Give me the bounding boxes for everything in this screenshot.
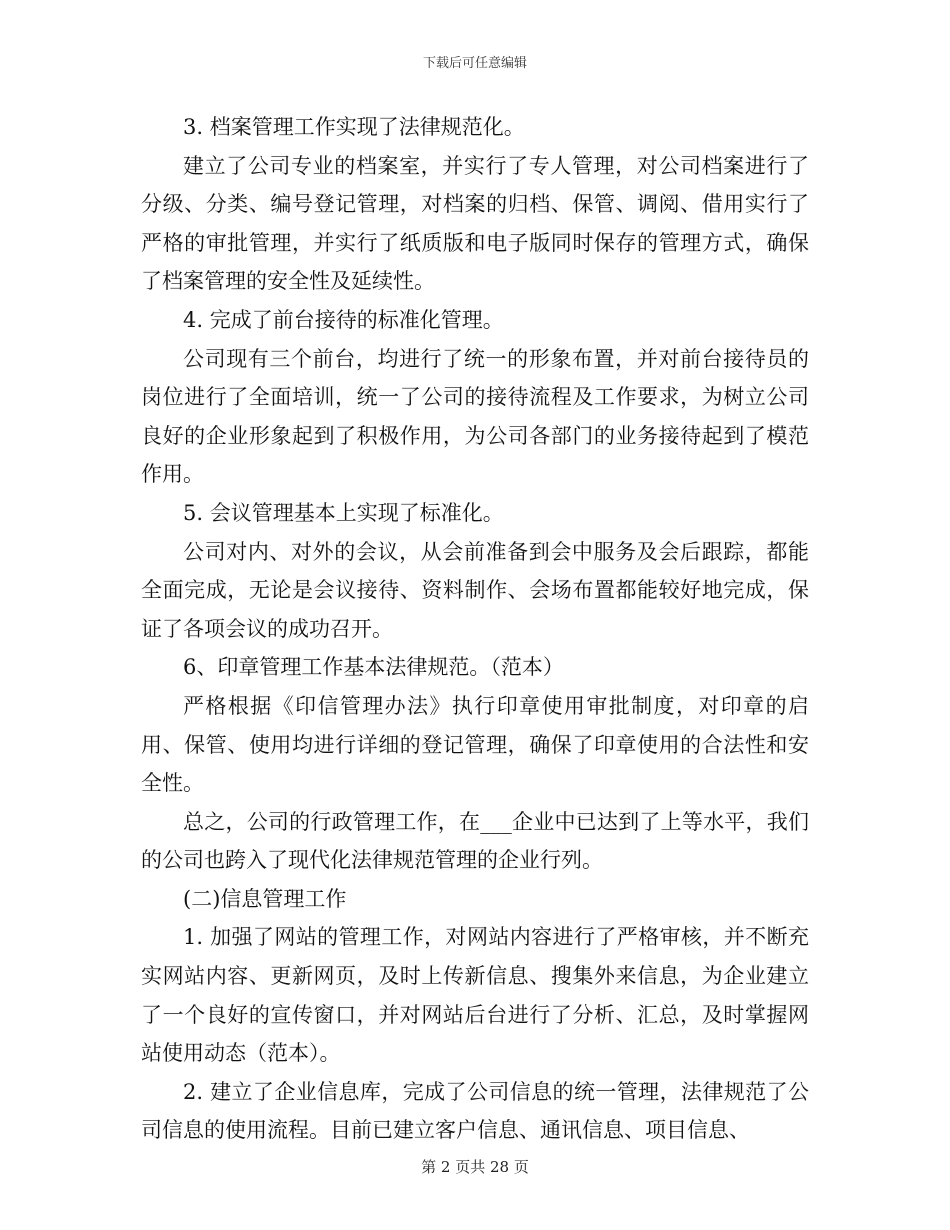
paragraph-information-database: 2. 建立了企业信息库，完成了公司信息的统一管理，法律规范了公司信息的使用流程。目前已建立客户信息、通讯信息、项目信息、	[141, 1079, 809, 1143]
heading-archive-management: 3. 档案管理工作实现了法律规范化。	[183, 115, 525, 139]
paragraph-summary: 总之，公司的行政管理工作，在___企业中已达到了上等水平，我们的公司也跨入了现代化法律规范管理的企业行列。	[141, 809, 809, 873]
heading-reception-management: 4. 完成了前台接待的标准化管理。	[183, 307, 504, 332]
page-number-footer: 第 2 页共 28 页	[421, 1158, 529, 1176]
document-body	[141, 108, 809, 1150]
paragraph-archive-management: 建立了公司专业的档案室，并实行了专人管理，对公司档案进行了分级、分类、编号登记管理，对档案的归档、保管、调阅、借用实行了严格的审批管理，并实行了纸质版和电子版同时保存的管理方式，确保了档案管理的安全性及延续性。	[141, 153, 809, 294]
heading-information-management: (二)信息管理工作	[183, 886, 347, 911]
paragraph-reception-management: 公司现有三个前台，均进行了统一的形象布置，并对前台接待员的岗位进行了全面培训，统一了公司的接待流程及工作要求，为树立公司良好的企业形象起到了积极作用，为公司各部门的业务接待起到了模范作用。	[141, 346, 809, 487]
heading-meeting-management: 5. 会议管理基本上实现了标准化。	[183, 500, 504, 525]
paragraph-website-management: 1. 加强了网站的管理工作，对网站内容进行了严格审核，并不断充实网站内容、更新网页，及时上传新信息、搜集外来信息，为企业建立了一个良好的宣传窗口，并对网站后台进行了分析、汇总，及时掌握网站使用动态（范本）。	[141, 925, 809, 1066]
paragraph-seal-management: 严格根据《印信管理办法》执行印章使用审批制度，对印章的启用、保管、使用均进行详细的登记管理，确保了印章使用的合法性和安全性。	[141, 693, 809, 796]
heading-seal-management: 6、印章管理工作基本法律规范。（范本）	[183, 655, 564, 680]
page-header-note: 下载后可任意编辑	[422, 56, 527, 71]
paragraph-meeting-management: 公司对内、对外的会议，从会前准备到会中服务及会后跟踪，都能全面完成，无论是会议接待、资料制作、会场布置都能较好地完成，保证了各项会议的成功召开。	[141, 539, 809, 641]
